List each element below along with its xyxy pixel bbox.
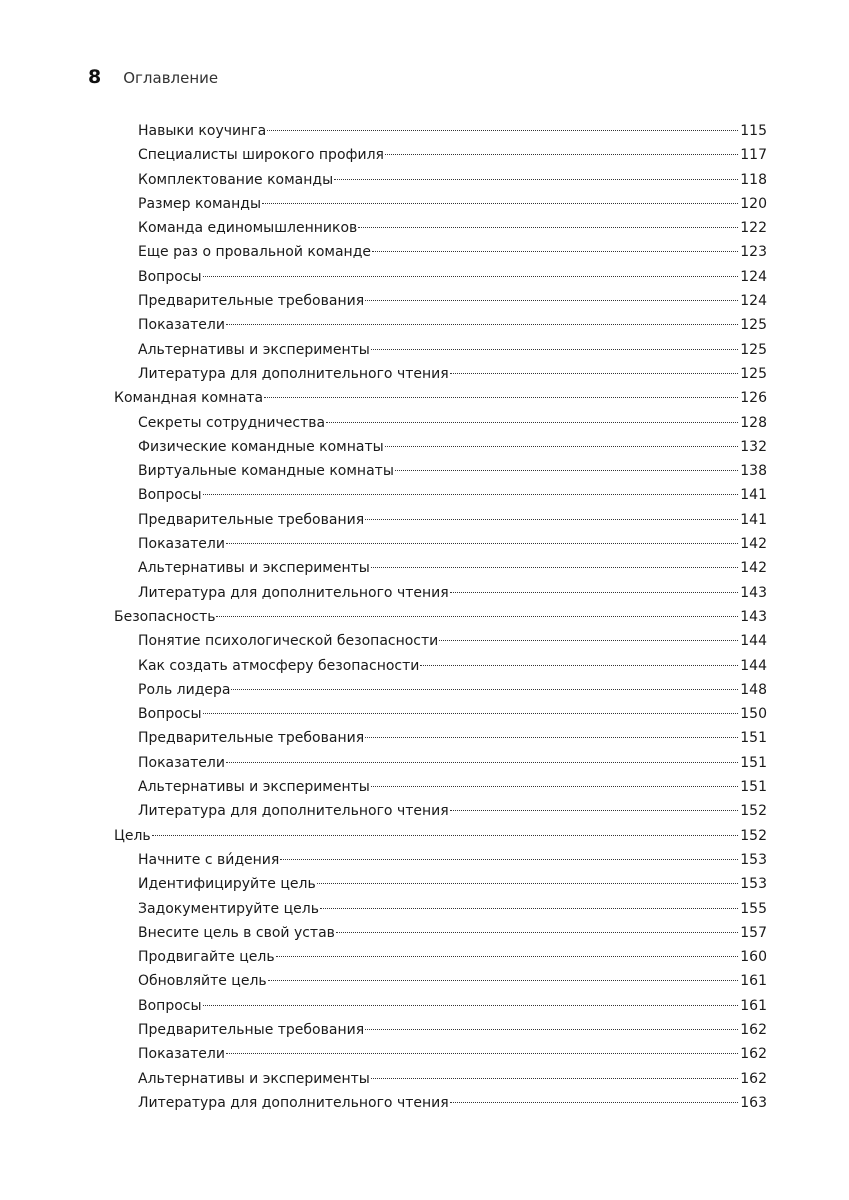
toc-entry-page-number: 124 (740, 268, 767, 285)
toc-entry-page-number: 142 (740, 560, 767, 577)
toc-section-entry (114, 289, 767, 313)
toc-entry-title: Показатели (138, 754, 225, 771)
toc-entry-title: Предварительные требования (138, 293, 365, 310)
toc-entry-page-number: 162 (740, 1021, 767, 1038)
toc-entry-title: Предварительные требования (138, 511, 365, 528)
toc-section-entry (114, 411, 767, 435)
toc-entry-page-number: 141 (740, 511, 767, 528)
toc-entry-title: Литература для дополнительного чтения (138, 584, 449, 601)
toc-entry-title: Альтернативы и эксперименты (138, 779, 370, 796)
toc-section-entry (114, 192, 767, 216)
dot-leader (268, 980, 739, 981)
toc-entry-page-number: 125 (740, 341, 767, 358)
toc-section-entry (114, 1091, 767, 1115)
toc-entry-page-number: 162 (740, 1046, 767, 1063)
toc-entry-title: Внесите цель в свой устав (138, 924, 335, 941)
toc-entry-title: Задокументируйте цель (138, 900, 319, 917)
toc-entry-page-number: 151 (740, 754, 767, 771)
dot-leader (262, 203, 738, 204)
toc-entry-page-number: 132 (740, 438, 767, 455)
dot-leader (334, 179, 738, 180)
dot-leader (226, 543, 738, 544)
toc-entry-title: Обновляйте цель (138, 973, 267, 990)
toc-entry-title: Продвигайте цель (138, 949, 275, 966)
toc-entry-page-number: 152 (740, 827, 767, 844)
toc-entry-page-number: 143 (740, 584, 767, 601)
toc-section-entry (114, 362, 767, 386)
dot-leader (226, 1053, 738, 1054)
dot-leader (420, 665, 738, 666)
toc-section-entry (114, 240, 767, 264)
toc-entry-title: Альтернативы и эксперименты (138, 1070, 370, 1087)
toc-chapter-entry (114, 824, 767, 848)
dot-leader (385, 154, 738, 155)
toc-section-entry (114, 897, 767, 921)
toc-entry-title: Вопросы (138, 997, 202, 1014)
dot-leader (203, 1005, 739, 1006)
toc-section-entry (114, 848, 767, 872)
dot-leader (203, 713, 739, 714)
dot-leader (371, 349, 738, 350)
toc-section-entry (114, 726, 767, 750)
toc-entry-page-number: 124 (740, 293, 767, 310)
toc-entry-title: Показатели (138, 536, 225, 553)
toc-chapter-entry (114, 605, 767, 629)
toc-section-entry (114, 751, 767, 775)
dot-leader (264, 397, 738, 398)
dot-leader (371, 1078, 738, 1079)
toc-entry-title: Командная комната (114, 390, 264, 407)
toc-entry-page-number: 138 (740, 463, 767, 480)
toc-entry-title: Размер команды (138, 195, 262, 212)
dot-leader (439, 640, 738, 641)
dot-leader (395, 470, 738, 471)
toc-entry-title: Секреты сотрудничества (138, 414, 326, 431)
dot-leader (358, 227, 738, 228)
toc-section-entry (114, 775, 767, 799)
toc-entry-page-number: 153 (740, 876, 767, 893)
toc-section-entry (114, 313, 767, 337)
toc-entry-page-number: 142 (740, 536, 767, 553)
dot-leader (280, 859, 738, 860)
toc-entry-title: Еще раз о провальной команде (138, 244, 371, 261)
toc-entry-title: Физические командные комнаты (138, 438, 384, 455)
toc-entry-page-number: 115 (740, 123, 767, 139)
dot-leader (152, 835, 739, 836)
dot-leader (336, 932, 738, 933)
dot-leader (216, 616, 738, 617)
dot-leader (365, 1029, 738, 1030)
page-header (88, 66, 218, 88)
dot-leader (450, 592, 739, 593)
toc-entry-title: Предварительные требования (138, 730, 365, 747)
dot-leader (326, 422, 738, 423)
dot-leader (365, 300, 738, 301)
dot-leader (276, 956, 739, 957)
toc-entry-page-number: 162 (740, 1070, 767, 1087)
toc-entry-title: Литература для дополнительного чтения (138, 365, 449, 382)
page-number: 8 (88, 66, 102, 88)
toc-entry-title: Предварительные требования (138, 1021, 365, 1038)
toc-section-entry (114, 702, 767, 726)
toc-entry-title: Навыки коучинга (138, 123, 267, 139)
toc-entry-page-number: 163 (740, 1094, 767, 1111)
toc-section-entry (114, 629, 767, 653)
toc-chapter-entry (114, 386, 767, 410)
toc-entry-page-number: 148 (740, 681, 767, 698)
toc-section-entry (114, 678, 767, 702)
toc-entry-title: Вопросы (138, 487, 202, 504)
toc-entry-title: Показатели (138, 317, 225, 334)
toc-entry-title: Вопросы (138, 706, 202, 723)
dot-leader (267, 130, 738, 131)
toc-entry-title: Виртуальные командные комнаты (138, 463, 394, 480)
toc-entry-page-number: 144 (740, 657, 767, 674)
toc-section-entry (114, 459, 767, 483)
dot-leader (226, 762, 738, 763)
dot-leader (226, 324, 738, 325)
toc-entry-page-number: 120 (740, 195, 767, 212)
toc-entry-title: Как создать атмосферу безопасности (138, 657, 420, 674)
toc-entry-title: Безопасность (114, 608, 216, 625)
dot-leader (371, 786, 738, 787)
toc-section-entry (114, 216, 767, 240)
toc-section-entry (114, 994, 767, 1018)
toc-entry-title: Комплектование команды (138, 171, 334, 188)
toc-entry-page-number: 125 (740, 317, 767, 334)
table-of-contents (114, 119, 767, 1115)
toc-entry-title: Начните с ви́дения (138, 851, 280, 868)
toc-entry-title: Показатели (138, 1046, 225, 1063)
toc-entry-page-number: 117 (740, 147, 767, 164)
dot-leader (371, 567, 738, 568)
toc-entry-page-number: 141 (740, 487, 767, 504)
dot-leader (450, 810, 739, 811)
toc-entry-page-number: 151 (740, 730, 767, 747)
toc-entry-title: Вопросы (138, 268, 202, 285)
toc-entry-page-number: 153 (740, 851, 767, 868)
dot-leader (372, 251, 738, 252)
toc-section-entry (114, 483, 767, 507)
toc-entry-page-number: 143 (740, 608, 767, 625)
running-title: Оглавление (123, 69, 219, 87)
toc-entry-title: Литература для дополнительного чтения (138, 1094, 449, 1111)
toc-section-entry (114, 1067, 767, 1091)
toc-entry-page-number: 125 (740, 365, 767, 382)
toc-section-entry (114, 969, 767, 993)
toc-entry-page-number: 150 (740, 706, 767, 723)
toc-entry-title: Идентифицируйте цель (138, 876, 316, 893)
toc-entry-title: Роль лидера (138, 681, 231, 698)
toc-section-entry (114, 945, 767, 969)
toc-entry-title: Альтернативы и эксперименты (138, 341, 370, 358)
toc-section-entry (114, 435, 767, 459)
toc-section-entry (114, 508, 767, 532)
toc-section-entry (114, 338, 767, 362)
toc-section-entry (114, 143, 767, 167)
toc-entry-page-number: 126 (740, 390, 767, 407)
toc-section-entry (114, 1018, 767, 1042)
toc-entry-page-number: 123 (740, 244, 767, 261)
dot-leader (203, 276, 739, 277)
dot-leader (450, 1102, 739, 1103)
toc-entry-page-number: 161 (740, 973, 767, 990)
toc-entry-page-number: 157 (740, 924, 767, 941)
toc-section-entry (114, 654, 767, 678)
dot-leader (365, 519, 738, 520)
toc-section-entry (114, 921, 767, 945)
dot-leader (450, 373, 739, 374)
toc-entry-title: Специалисты широкого профиля (138, 147, 384, 164)
toc-entry-page-number: 144 (740, 633, 767, 650)
dot-leader (365, 737, 738, 738)
dot-leader (317, 883, 739, 884)
toc-entry-page-number: 160 (740, 949, 767, 966)
toc-entry-page-number: 128 (740, 414, 767, 431)
toc-entry-page-number: 152 (740, 803, 767, 820)
toc-entry-title: Команда единомышленников (138, 220, 358, 237)
toc-entry-page-number: 155 (740, 900, 767, 917)
dot-leader (385, 446, 739, 447)
toc-section-entry (114, 799, 767, 823)
toc-entry-page-number: 122 (740, 220, 767, 237)
toc-section-entry (114, 532, 767, 556)
dot-leader (203, 494, 739, 495)
toc-section-entry (114, 556, 767, 580)
toc-section-entry (114, 265, 767, 289)
dot-leader (320, 908, 738, 909)
toc-section-entry (114, 872, 767, 896)
toc-entry-page-number: 161 (740, 997, 767, 1014)
toc-section-entry (114, 168, 767, 192)
toc-entry-title: Понятие психологической безопасности (138, 633, 439, 650)
toc-entry-title: Литература для дополнительного чтения (138, 803, 449, 820)
toc-section-entry (114, 581, 767, 605)
toc-section-entry (114, 1042, 767, 1066)
toc-entry-page-number: 151 (740, 779, 767, 796)
toc-section-entry (114, 119, 767, 143)
dot-leader (231, 689, 738, 690)
toc-entry-title: Альтернативы и эксперименты (138, 560, 370, 577)
toc-entry-page-number: 118 (740, 171, 767, 188)
toc-entry-title: Цель (114, 827, 151, 844)
